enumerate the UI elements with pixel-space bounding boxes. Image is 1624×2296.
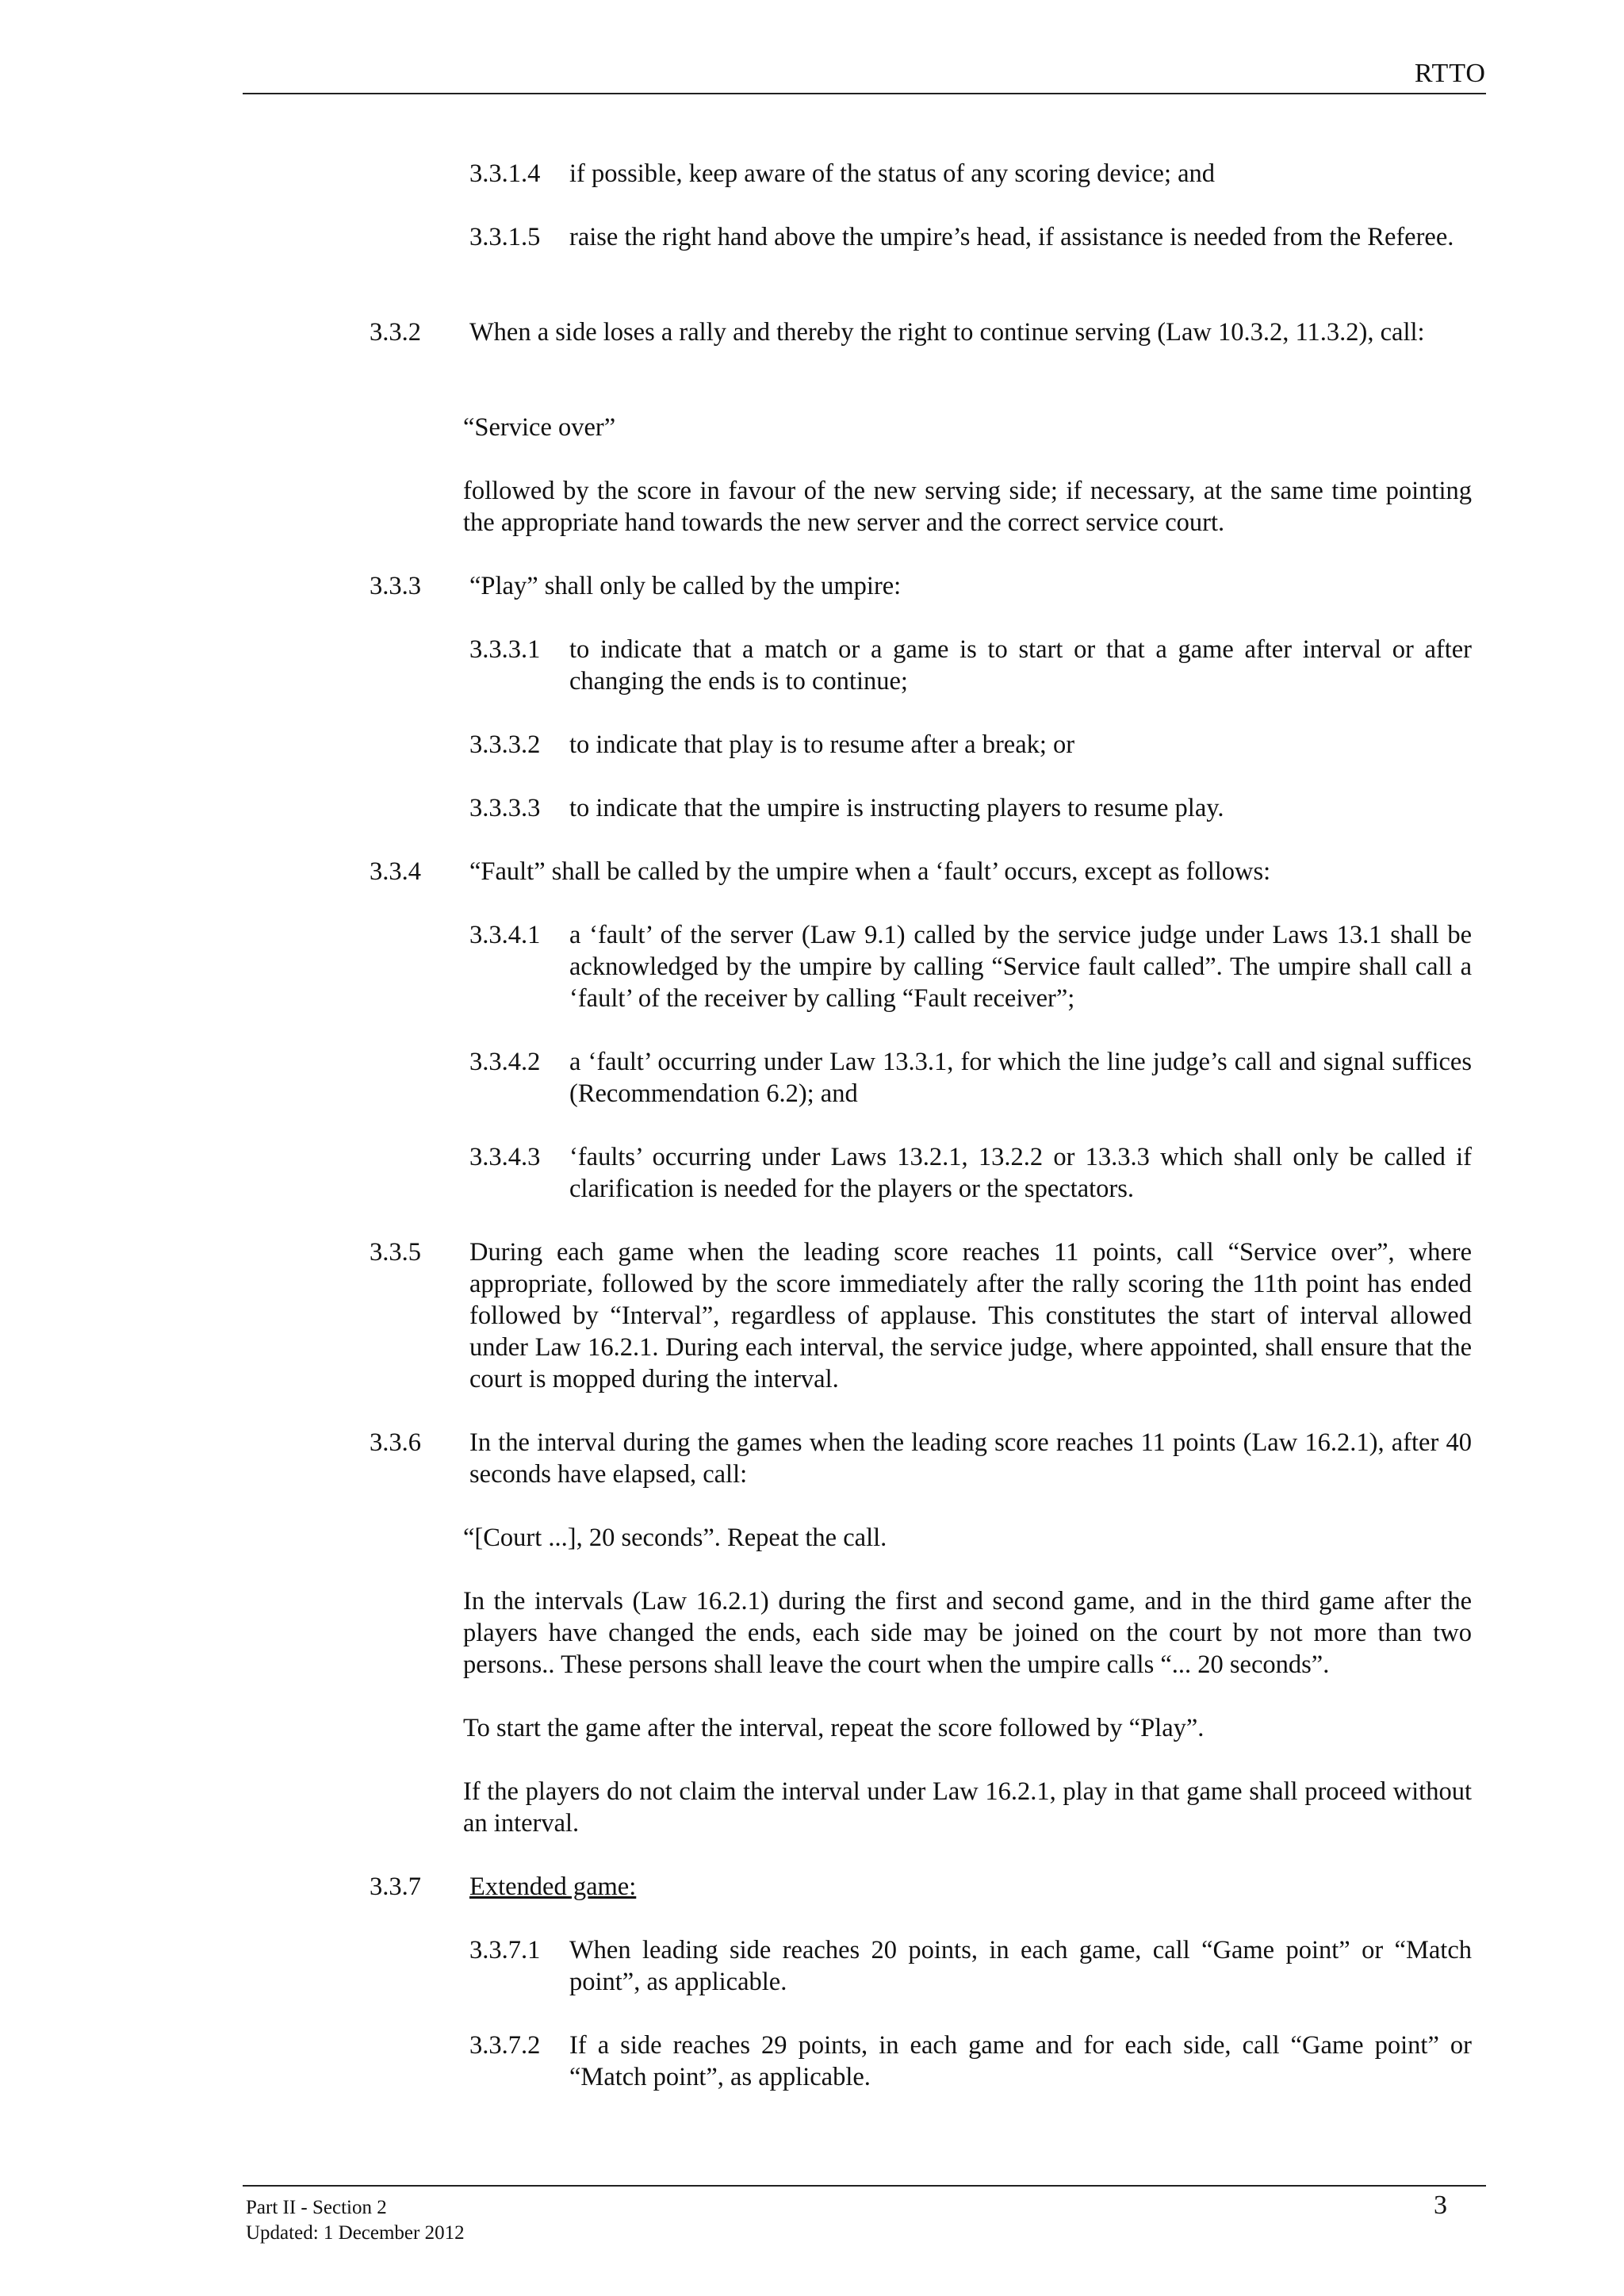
clause-text-3-3-6-intervals: In the intervals (Law 16.2.1) during the first and second game, and in the third game after the players have changed the ends, each side may be joined on the court by not more than two persons.. These persons shall leave the court when the umpire calls “... 20 seconds”. xyxy=(463,1587,1472,1679)
clause-text-3-3-3-3: to indicate that the umpire is instructing players to resume play. xyxy=(569,794,1224,822)
clause-number-3-3-3: 3.3.3 xyxy=(370,572,421,600)
clause-number-3-3-4: 3.3.4 xyxy=(370,857,421,886)
clause-number-3-3-1-5: 3.3.1.5 xyxy=(469,223,541,251)
page-number: 3 xyxy=(1434,2191,1447,2220)
clause-text-3-3-2: When a side loses a rally and thereby the right to continue serving (Law 10.3.2, 11.3.2), call: xyxy=(469,318,1425,347)
footer-info xyxy=(246,2195,465,2246)
clause-number-3-3-4-1: 3.3.4.1 xyxy=(469,921,541,949)
clause-number-3-3-3-3: 3.3.3.3 xyxy=(469,794,541,822)
clause-number-3-3-4-2: 3.3.4.2 xyxy=(469,1048,541,1076)
clause-text-3-3-1-4: if possible, keep aware of the status of any scoring device; and xyxy=(569,159,1216,188)
clause-number-3-3-4-3: 3.3.4.3 xyxy=(469,1143,541,1171)
clause-number-3-3-2: 3.3.2 xyxy=(370,318,421,347)
call-court-20-seconds: “[Court ...], 20 seconds”. Repeat the call. xyxy=(463,1524,887,1552)
clause-text-3-3-4: “Fault” shall be called by the umpire when a ‘fault’ occurs, except as follows: xyxy=(469,857,1271,886)
clause-number-3-3-5: 3.3.5 xyxy=(370,1238,421,1267)
clause-text-3-3-4-3: ‘faults’ occurring under Laws 13.2.1, 13.2.2 or 13.3.3 which shall only be called if clarification is needed for the players or the spectators. xyxy=(569,1143,1472,1203)
clause-number-3-3-7-2: 3.3.7.2 xyxy=(469,2031,541,2060)
header-title: RTTO xyxy=(1414,59,1486,88)
clause-text-3-3-5: During each game when the leading score reaches 11 points, call “Service over”, where appropriate, followed by the score immediately after the rally scoring the 11th point has ended followed by “Interval”, regardless of applause. This constitutes the start of interval allowed under Law 16.2.1. During each interval, the service judge, where appointed, shall ensure that the court is mopped during the interval. xyxy=(469,1238,1472,1393)
clause-text-3-3-7-1: When leading side reaches 20 points, in each game, call “Game point” or “Match point”, as applicable. xyxy=(569,1936,1472,1996)
clause-heading-extended-game: Extended game: xyxy=(469,1872,637,1901)
footer-section: Part II - Section 2 xyxy=(246,2197,387,2218)
clause-text-3-3-1-5: raise the right hand above the umpire’s head, if assistance is needed from the Referee. xyxy=(569,223,1454,251)
clause-text-3-3-6-start: To start the game after the interval, repeat the score followed by “Play”. xyxy=(463,1714,1205,1742)
clause-text-3-3-6: In the interval during the games when the leading score reaches 11 points (Law 16.2.1), after 40 seconds have elapsed, call: xyxy=(469,1428,1472,1489)
clause-text-3-3-3-1: to indicate that a match or a game is to start or that a game after interval or after changing the ends is to continue; xyxy=(569,635,1472,696)
clause-text-3-3-2-follow: followed by the score in favour of the new serving side; if necessary, at the same time pointing the appropriate hand towards the new server and the correct service court. xyxy=(463,477,1472,537)
clause-text-3-3-3: “Play” shall only be called by the umpire: xyxy=(469,572,902,600)
header-divider xyxy=(243,93,1486,94)
clause-number-3-3-1-4: 3.3.1.4 xyxy=(469,159,541,188)
clause-text-3-3-4-2: a ‘fault’ occurring under Law 13.3.1, for which the line judge’s call and signal suffices (Recommendation 6.2); and xyxy=(569,1048,1472,1108)
call-service-over: “Service over” xyxy=(463,413,616,442)
clause-text-3-3-4-1: a ‘fault’ of the server (Law 9.1) called by the service judge under Laws 13.1 shall be acknowledged by the umpire by calling “Service fault called”. The umpire shall call a ‘fault’ of the receiver by calling “Fault receiver”; xyxy=(569,921,1472,1013)
footer-divider xyxy=(243,2185,1486,2187)
clause-number-3-3-3-1: 3.3.3.1 xyxy=(469,635,541,664)
clause-text-3-3-3-2: to indicate that play is to resume after a break; or xyxy=(569,730,1075,759)
clause-number-3-3-7: 3.3.7 xyxy=(370,1872,421,1901)
clause-number-3-3-3-2: 3.3.3.2 xyxy=(469,730,541,759)
clause-text-3-3-7-2: If a side reaches 29 points, in each game and for each side, call “Game point” or “Match point”, as applicable. xyxy=(569,2031,1472,2091)
clause-number-3-3-7-1: 3.3.7.1 xyxy=(469,1936,541,1964)
footer-updated: Updated: 1 December 2012 xyxy=(246,2222,465,2244)
clause-text-3-3-6-no-interval: If the players do not claim the interval under Law 16.2.1, play in that game shall proceed without an interval. xyxy=(463,1777,1472,1838)
clause-number-3-3-6: 3.3.6 xyxy=(370,1428,421,1457)
